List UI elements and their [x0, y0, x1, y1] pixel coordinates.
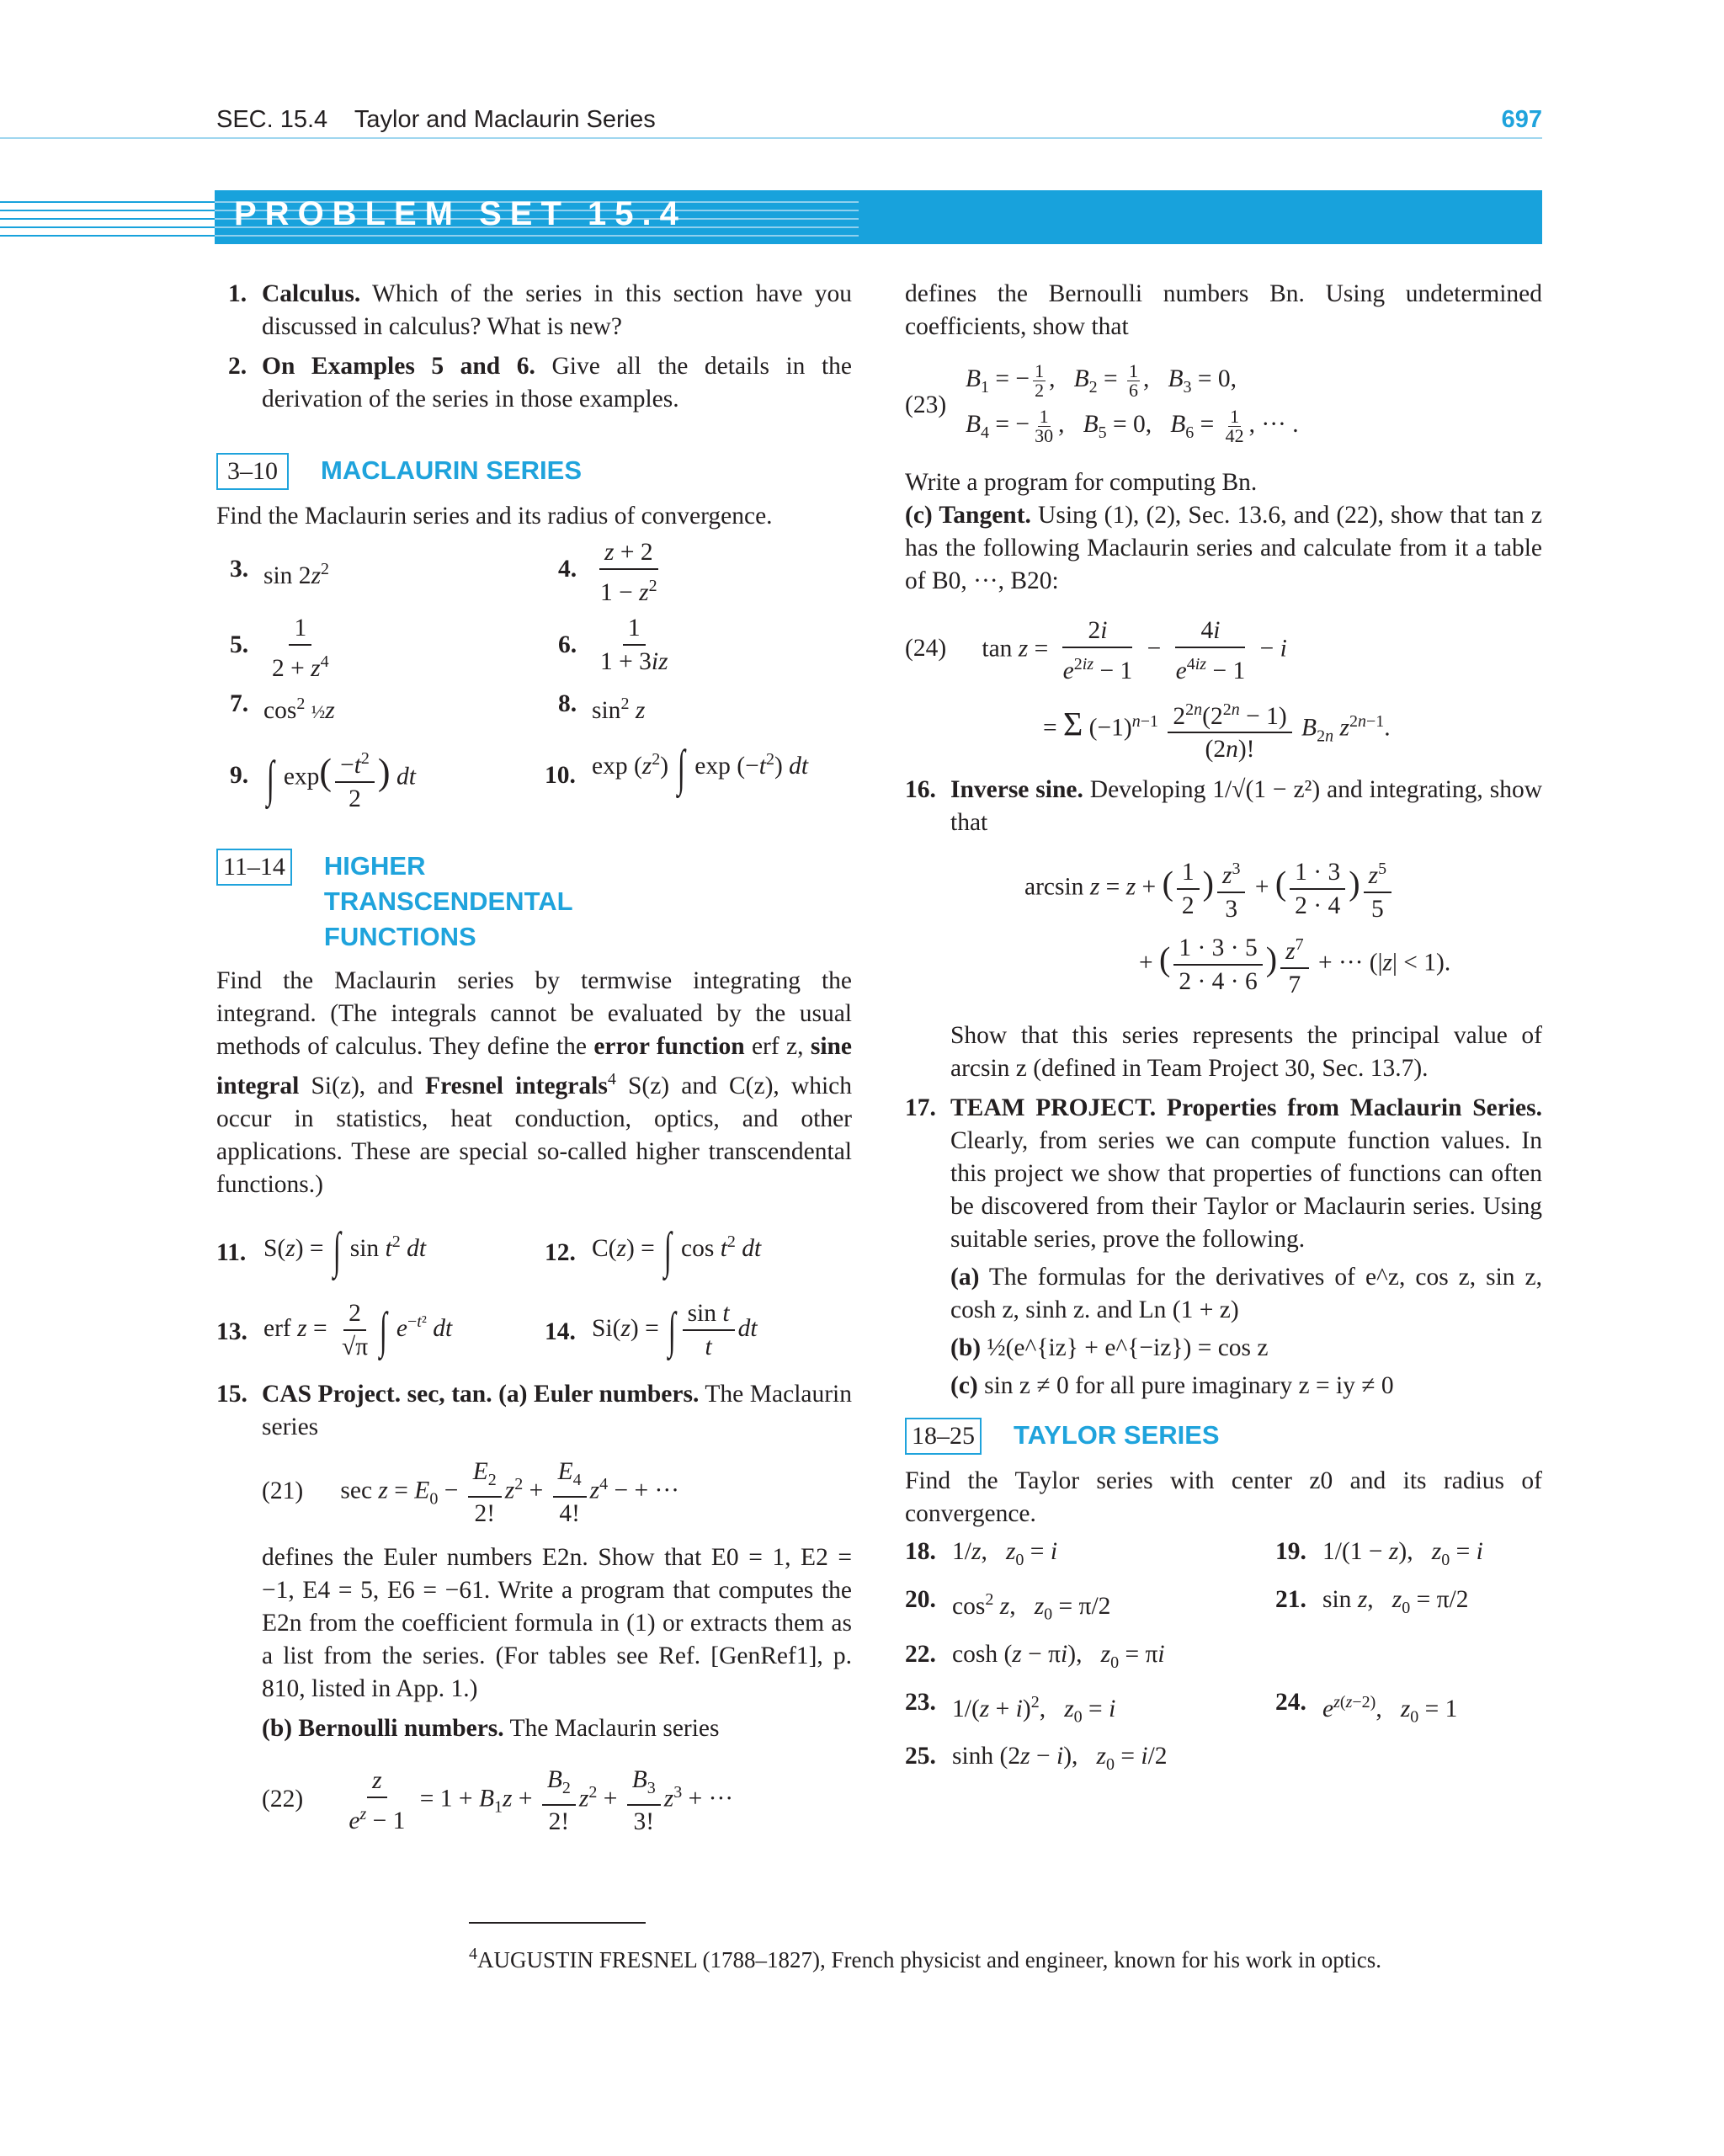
section-instruction: Find the Maclaurin series by termwise integrating the integrand. (The integrals cannot be evaluated by the usual methods of calculus. They define the error function erf z, sine integral Si(z), and Fresnel integrals$^4$ S(z) and C(z), which occur in statistics, heat conduction, optics, and other applications. These are special so-called higher transcendental functions.) — [216, 967, 853, 1199]
problem-title: On Examples 5 and 6. — [262, 353, 535, 380]
exercise-5: 5. $\frac{1}{2 + z^4}$ — [216, 612, 545, 684]
problem-number: 17. — [905, 1094, 936, 1122]
problem-title: CAS Project. sec, tan. (a) Euler numbers. — [262, 1381, 700, 1408]
exercise-12: 12. C(z) = ∫ $\cos t^2$ dt — [545, 1222, 762, 1279]
problem-number: 1. — [228, 280, 247, 307]
exercise-4: 4. $\frac{z + 2}{1 - z^2}$ — [545, 536, 852, 609]
left-column — [216, 278, 852, 1845]
transcendental-exercises — [216, 1222, 852, 1363]
part-c: (c) Tangent. Using (1), (2), Sec. 13.6, and (22), show that tan z has the following Maclaurin series and calculate from it a table of B0, ···, B20: — [905, 501, 1542, 594]
exercise-23: 23. $1/(z + i)^2$, $z_0 = i$ — [905, 1688, 1116, 1727]
problem-2 — [216, 350, 852, 416]
section-heading: SEC. 15.4 Taylor and Maclaurin Series — [216, 106, 656, 133]
footnote-text: AUGUSTIN FRESNEL (1788–1827), French physicist and engineer, known for his work in optics. — [477, 1947, 1382, 1972]
arcsin-series-cont: + ( $\frac{1 \cdot 3 \cdot 5}{2 \cdot 4 \cdot 6}$ ) $\frac{z^7}{7}$ + ··· (|z| < 1). — [1139, 929, 1542, 1001]
problem-17: 17. TEAM PROJECT. Properties from Maclaurin Series. Clearly, from series we can compute function values. In this project we show that properties of functions can often be discovered from their Taylor or Maclaurin series. Using suitable series, prove the following. (a) The formulas for the derivatives of e^z, cos z, sin z, cosh z, sinh z. and Ln (1 + z) (b) ½(e^{iz} + e^{−iz}) = cos z (c) sin z ≠ 0 for all pure imaginary z = iy ≠ 0 — [905, 1092, 1542, 1403]
problem-text: defines the Euler numbers E2n. Show that E0 = 1, E2 = −1, E4 = 5, E6 = −61. Write a program that computes the E2n from the coefficient formula in (1) or extracts them as a list from the series. (For tables see Ref. [GenRef1], p. 810, listed in App. 1.) — [262, 1544, 852, 1703]
problem-text: Give all the details in the derivation of the series in those examples. — [262, 353, 853, 413]
footnote — [469, 1945, 1381, 1973]
exercise-20: 20. $\cos^2 z$, $z_0 = \pi/2$ — [905, 1585, 1111, 1624]
banner-title: PROBLEM SET 15.4 — [234, 195, 687, 232]
exercise-22: 22. cosh (z − πi), $z_0 = \pi i$ — [905, 1640, 1165, 1672]
problem-16: 16. Inverse sine. Developing 1/√(1 − z²) and integrating, show that arcsin z = z + ( $\frac{1}{2}$ ) $\frac{z^3}{3}$ + ( $\frac{1 \cdot 3}{2 \cdot 4}$ ) $\frac{z^5}{5}$ + ( $\frac{1 \cdot 3 \cdot 5}{2 \cdot 4 \cdot 6}$ ) $\frac{z^7}{7}$ + ··· (|z| < 1). Show that this series represents the principal value of arcsin z (defined in Team Project 30, Sec. 13.7). — [905, 774, 1542, 1085]
problem-text: Which of the series in this section have you discussed in calculus? What is new? — [262, 280, 853, 340]
section-instruction: Find the Taylor series with center z0 and its radius of convergence. — [905, 1467, 1542, 1528]
exercise-18: 18. 1/z, $z_0 = i$ — [905, 1538, 1058, 1569]
arcsin-series: arcsin z = z + ( $\frac{1}{2}$ ) $\frac{z^3}{3}$ + ( $\frac{1 \cdot 3}{2 \cdot 4}$ ) $\frac{z^5}{5}$ — [1024, 853, 1542, 925]
running-header — [216, 99, 1542, 141]
part-c: (c) sin z ≠ 0 for all pure imaginary z = iy ≠ 0 — [950, 1372, 1394, 1400]
problem-text: Show that this series represents the principal value of arcsin z (defined in Team Project 30, Sec. 13.7). — [950, 1022, 1542, 1083]
part-b: (b) Bernoulli numbers. The Maclaurin series — [262, 1715, 720, 1743]
problem-15: 15. CAS Project. sec, tan. (a) Euler numbers. The Maclaurin series (21) $\sec z = E_0$ − $\frac{E_2}{2!}$ $z^2$ + $\frac{E_4}{4!}$ $z^4$ − + ··· defines the Euler numbers E2n. Show that E0 = 1, E2 = −1, E4 = 5, E6 = −61. Write a program that computes the E2n from the coefficient formula in (1) or extracts them as a list from the series. (For tables see Ref. [GenRef1], p. 810, listed in App. 1.) (b) Bernoulli numbers. The Maclaurin series (22) $\frac{z}{e^z - 1}$ = $1 + B_1z$ + $\frac{B_2}{2!}$ $z^2$ + $\frac{B_3}{3!}$ $z^3$ + ··· — [216, 1378, 852, 1838]
exercise-24: 24. $e^{z(z-2)}$, $z_0 = 1$ — [1275, 1688, 1458, 1727]
part-a: (a) The formulas for the derivatives of e^z, cos z, sin z, cosh z, sinh z. and Ln (1 + z) — [950, 1264, 1542, 1324]
section-range: 3–10 — [216, 453, 289, 490]
problem-number: 15. — [216, 1381, 247, 1408]
section-header-3-10 — [216, 453, 852, 490]
section-title: TAYLOR SERIES — [1014, 1420, 1220, 1451]
header-rule — [0, 137, 1542, 139]
program-text: Write a program for computing Bn. — [905, 468, 1258, 496]
exercise-8: 8. $\sin^2 z$ — [558, 689, 646, 724]
right-column — [905, 278, 1542, 1781]
exercise-3: 3. $\sin 2z^2$ — [230, 556, 330, 589]
equation-24-series: = Σ $(-1)^{n-1}$ $\frac{2^{2n}(2^{2n} - 1)}{(2n)!}$ $B_{2n}$ $z^{2n-1}$. — [1043, 694, 1542, 766]
taylor-exercises — [905, 1536, 1542, 1781]
maclaurin-exercises — [216, 536, 852, 815]
exercise-11: 11. S(z) = ∫ $\sin t^2$ dt — [216, 1222, 427, 1279]
exercise-14: 14. Si(z) = ∫ $\frac{\text{sin t}}{t}$ dt — [545, 1297, 852, 1363]
section-title: HIGHER TRANSCENDENTAL FUNCTIONS — [323, 851, 572, 952]
page-number: 697 — [1501, 106, 1542, 133]
section-instruction: Find the Maclaurin series and its radius of convergence. — [216, 503, 773, 530]
equation-21: (21) $\sec z = E_0$ − $\frac{E_2}{2!}$ $z^2$ + $\frac{E_4}{4!}$ $z^4$ − + ··· — [262, 1456, 852, 1530]
exercise-7: 7. $\cos^2$ ½z — [230, 689, 335, 724]
equation-22: (22) $\frac{z}{e^z - 1}$ = $1 + B_1z$ + $\frac{B_2}{2!}$ $z^2$ + $\frac{B_3}{3!}$ $z^3$ + ··· — [262, 1764, 852, 1838]
bernoulli-definition: defines the Bernoulli numbers Bn. Using undetermined coefficients, show that — [905, 280, 1542, 340]
footnote-mark: 4 — [469, 1945, 477, 1963]
problem-1 — [216, 278, 852, 343]
section-header-18-25 — [905, 1418, 1542, 1455]
equation-24: (24) tan z = $\frac{2i}{e^{2iz} - 1}$ − $\frac{4i}{e^{4iz} - 1}$ − i — [905, 615, 1542, 687]
exercise-10: 10. $\exp (z^2)$ ∫ $\exp (-t^2)$ dt — [545, 740, 809, 796]
exercise-21: 21. sin z, $z_0 = \pi/2$ — [1275, 1585, 1469, 1617]
exercise-13: 13. erf z = $\frac{2}{√\pi}$ ∫ $e^{-t^2}$ dt — [216, 1297, 545, 1363]
section-title: MACLAURIN SERIES — [321, 455, 583, 485]
problem-title: Calculus. — [262, 280, 361, 307]
exercise-19: 19. 1/(1 − z), $z_0 = i$ — [1275, 1538, 1483, 1569]
exercise-9: 9. ∫ exp( $\frac{-t^2}{2}$ ) dt — [216, 731, 545, 815]
exercise-6: 6. $\frac{1}{1 + 3iz}$ — [545, 612, 852, 684]
exercise-25: 25. sinh (2z − i), $z_0 = i/2$ — [905, 1743, 1168, 1775]
equation-23: (23) $B_1$ = − $\frac{1}{2}$ , $B_2$ = $\frac{1}{6}$ , $B_3 = 0$, $B_4$ = − $\frac{1}{30}$ , $B_5 = 0$, $B_6$ = $\frac{1}{42}$ , ··· . — [905, 359, 1299, 446]
problem-number: 16. — [905, 776, 936, 804]
problem-number: 2. — [228, 353, 247, 380]
section-range: 18–25 — [905, 1418, 982, 1455]
footnote-rule — [469, 1922, 646, 1924]
part-b: (b) ½(e^{iz} + e^{−iz}) = cos z — [950, 1334, 1269, 1362]
section-header-11-14 — [216, 849, 852, 955]
section-range: 11–14 — [216, 849, 292, 886]
